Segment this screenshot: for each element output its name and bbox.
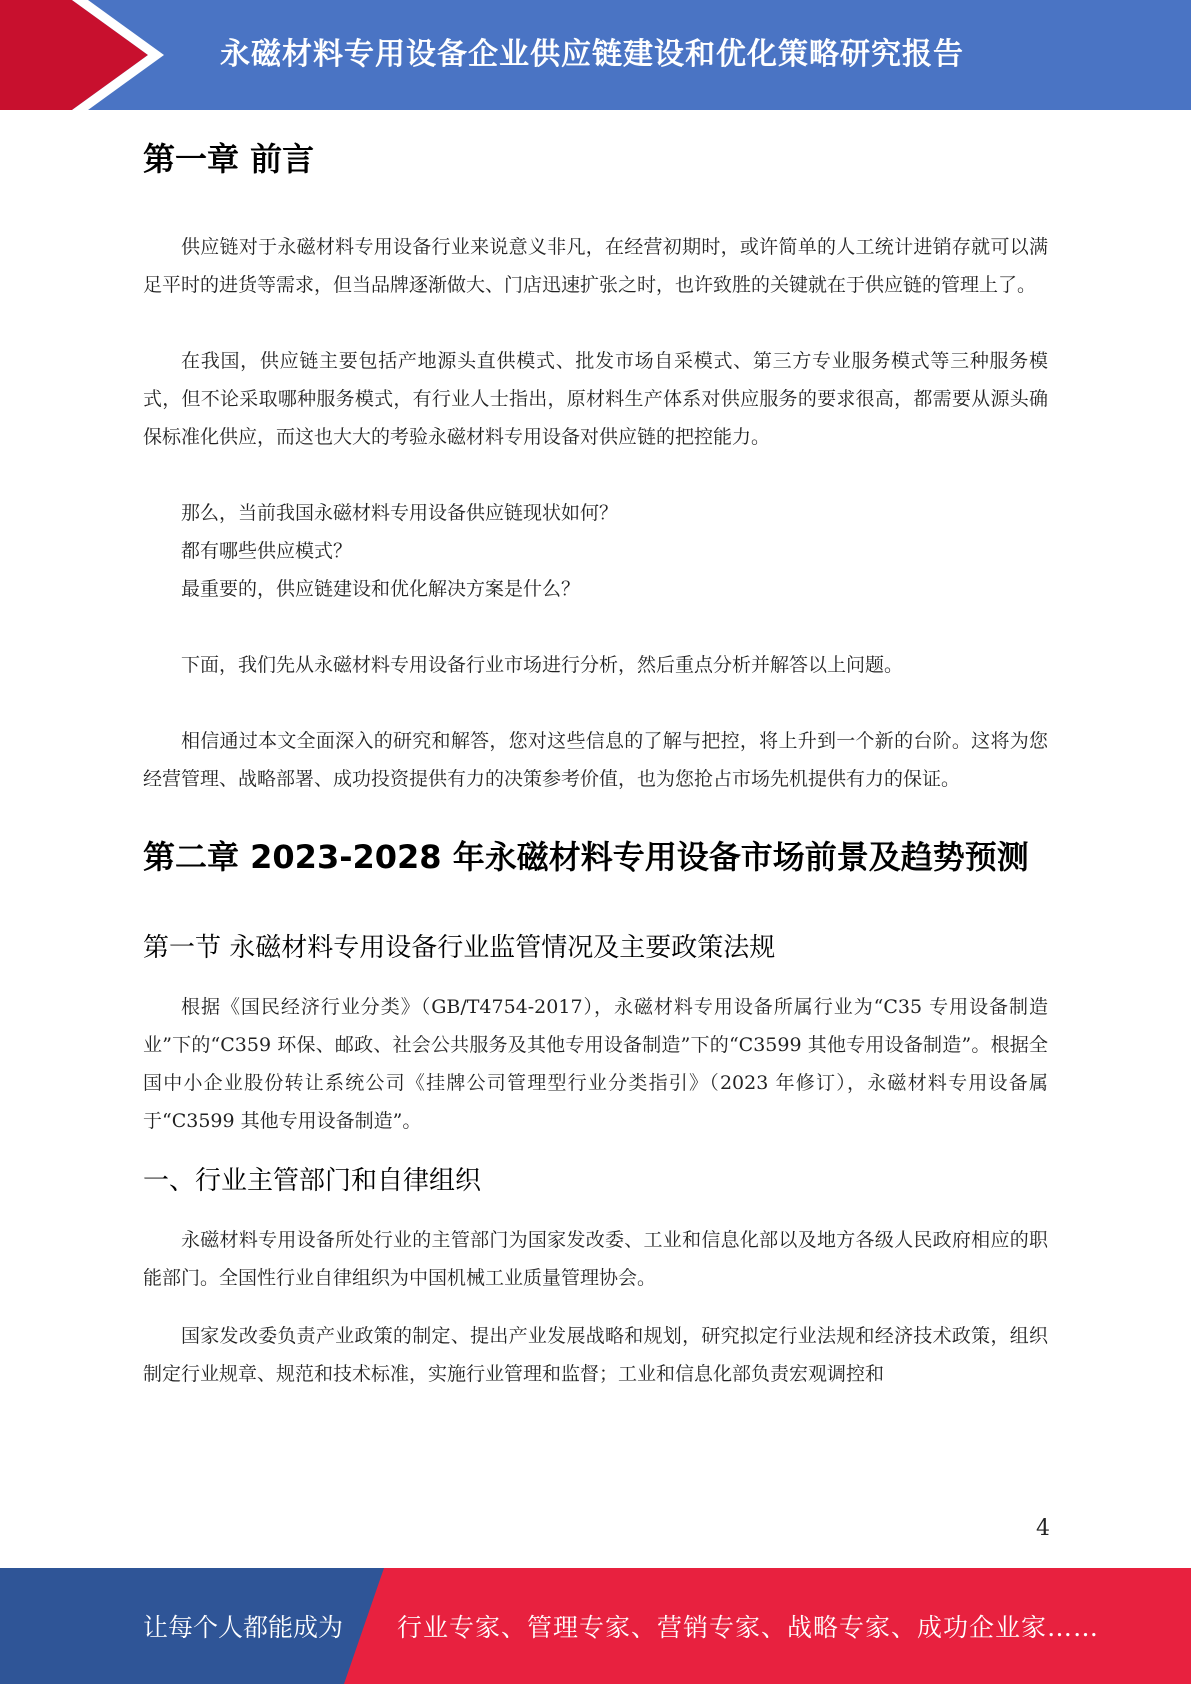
footer-slogan-left: 让每个人都能成为 <box>143 1613 344 1642</box>
page-footer <box>0 1568 1191 1684</box>
page-header <box>0 0 1191 110</box>
paragraph: 根据《国民经济行业分类》（GB/T4754-2017），永磁材料专用设备所属行业为“C35 专用设备制造业”下的“C359 环保、邮政、社会公共服务及其他专用设备制造”下的“C3599 其他专用设备制造”。根据全国中小企业股份转让系统公司《挂牌公司管理型行业分类指引》（2023 年修订），永磁材料专用设备属于“C3599 其他专用设备制造”。 <box>143 995 1048 1132</box>
paragraph: 供应链对于永磁材料专用设备行业来说意义非凡，在经营初期时，或许简单的人工统计进销存就可以满足平时的进货等需求，但当品牌逐渐做大、门店迅速扩张之时，也许致胜的关键就在于供应链的管理上了。 <box>143 236 1048 297</box>
paragraph: 永磁材料专用设备所处行业的主管部门为国家发改委、工业和信息化部以及地方各级人民政府相应的职能部门。全国性行业自律组织为中国机械工业质量管理协会。 <box>143 1229 1048 1290</box>
report-title: 永磁材料专用设备企业供应链建设和优化策略研究报告 <box>220 37 964 72</box>
question-line: 都有哪些供应模式？ <box>181 540 353 563</box>
question-line: 那么，当前我国永磁材料专用设备供应链现状如何？ <box>181 502 619 525</box>
page-number: 4 <box>1036 1516 1050 1541</box>
paragraph: 在我国，供应链主要包括产地源头直供模式、批发市场自采模式、第三方专业服务模式等三种服务模式，但不论采取哪种服务模式，有行业人士指出，原材料生产体系对供应服务的要求很高，都需要从源头确保标准化供应，而这也大大的考验永磁材料专用设备对供应链的把控能力。 <box>143 350 1048 449</box>
footer-slogan-right: 行业专家、管理专家、营销专家、战略专家、成功企业家…… <box>397 1613 1100 1642</box>
paragraph: 下面，我们先从永磁材料专用设备行业市场进行分析，然后重点分析并解答以上问题。 <box>181 654 904 677</box>
subsection-title: 一、行业主管部门和自律组织 <box>143 1165 482 1196</box>
question-line: 最重要的，供应链建设和优化解决方案是什么？ <box>181 578 581 601</box>
section-title: 第一节 永磁材料专用设备行业监管情况及主要政策法规 <box>143 932 776 963</box>
page-content <box>143 110 1048 1393</box>
paragraph: 相信通过本文全面深入的研究和解答，您对这些信息的了解与把控，将上升到一个新的台阶。这将为您经营管理、战略部署、成功投资提供有力的决策参考价值，也为您抢占市场先机提供有力的保证。 <box>143 730 1048 791</box>
paragraph: 国家发改委负责产业政策的制定、提出产业发展战略和规划，研究拟定行业法规和经济技术政策，组织制定行业规章、规范和技术标准，实施行业管理和监督；工业和信息化部负责宏观调控和 <box>143 1325 1048 1386</box>
chapter-2-title: 第二章 2023-2028 年永磁材料专用设备市场前景及趋势预测 <box>143 838 1029 877</box>
chapter-1-title: 第一章 前言 <box>143 140 315 178</box>
